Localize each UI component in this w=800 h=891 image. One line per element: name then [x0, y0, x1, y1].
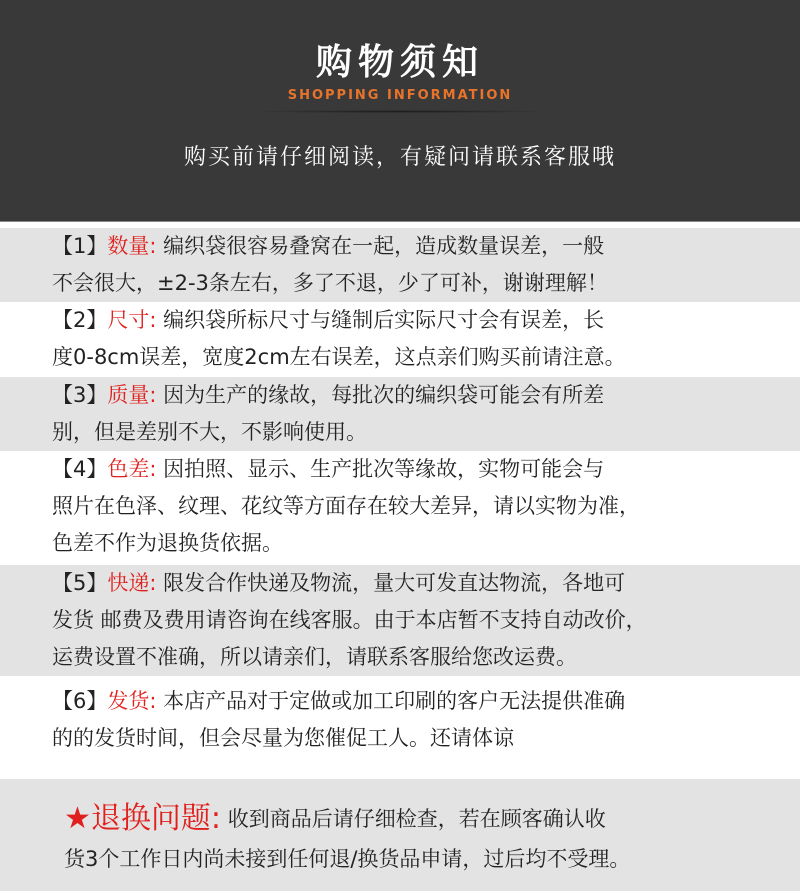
item-6-number: 【6】 — [52, 689, 108, 713]
item-2-row-2 — [0, 339, 800, 376]
item-1-row-1 — [0, 228, 800, 265]
return-policy-box — [0, 779, 800, 891]
page-title: 购物须知 — [315, 42, 484, 83]
item-4-label: 色差: — [107, 457, 157, 481]
read-notice: 购买前请仔细阅读，有疑问请联系客服哦 — [183, 145, 616, 170]
item-6-label: 发货: — [107, 689, 157, 713]
item-5-number: 【5】 — [52, 571, 108, 595]
item-6-row-1 — [0, 683, 800, 720]
item-3-row-2 — [0, 414, 800, 451]
item-2-label: 尺寸: — [107, 308, 157, 332]
item-1-row-2 — [0, 265, 800, 302]
item-2-row-1 — [0, 302, 800, 339]
item-3-label: 质量: — [107, 383, 157, 407]
subtitle-shadow — [250, 110, 550, 113]
item-4-number: 【4】 — [52, 457, 108, 481]
item-1-text-1: 编织袋很容易叠窝在一起，造成数量误差，一般 — [163, 234, 605, 258]
item-3-text-2: 别，但是差别不大，不影响使用。 — [52, 420, 367, 444]
item-4-text-3: 色差不作为退换货依据。 — [52, 531, 283, 555]
item-1-label: 数量: — [107, 234, 157, 258]
star-icon: ★ — [64, 801, 91, 836]
return-policy-text-1: 收到商品后请仔细检查，若在顾客确认收 — [227, 807, 606, 831]
item-5-row-1 — [0, 565, 800, 602]
item-5-label: 快递: — [107, 571, 157, 595]
item-3-number: 【3】 — [52, 383, 108, 407]
item-5-text-2: 发货 邮费及费用请咨询在线客服。由于本店暂不支持自动改价， — [52, 608, 647, 632]
item-4-row-2 — [0, 488, 800, 525]
item-4-row-3 — [0, 525, 800, 562]
item-3-text-1: 因为生产的缘故，每批次的编织袋可能会有所差 — [163, 383, 605, 407]
return-policy-label: 退换问题: — [90, 801, 222, 836]
item-6-text-1: 本店产品对于定做或加工印刷的客户无法提供准确 — [163, 689, 626, 713]
item-1-text-2: 不会很大，±2-3条左右，多了不退，少了可补，谢谢理解！ — [52, 271, 608, 295]
item-5-text-1: 限发合作快递及物流，量大可发直达物流，各地可 — [163, 571, 626, 595]
item-5-row-2 — [0, 602, 800, 639]
return-policy-text-2: 货3个工作日内尚未接到任何退/换货品申请，过后均不受理。 — [64, 847, 631, 871]
item-5-text-3: 运费设置不准确，所以请亲们，请联系客服给您改运费。 — [52, 645, 577, 669]
item-3-row-1 — [0, 377, 800, 414]
item-6-text-2: 的的发货时间，但会尽量为您催促工人。还请体谅 — [52, 726, 514, 750]
page-subtitle: SHOPPING INFORMATION — [287, 88, 513, 103]
item-4-row-1 — [0, 451, 800, 488]
item-5-row-3 — [0, 639, 800, 676]
item-2-text-2: 度0-8cm误差，宽度2cm左右误差，这点亲们购买前请注意。 — [52, 345, 626, 369]
item-1-number: 【1】 — [52, 234, 108, 258]
item-6-row-2 — [0, 720, 800, 757]
item-2-number: 【2】 — [52, 308, 108, 332]
item-4-text-2: 照片在色泽、纹理、花纹等方面存在较大差异，请以实物为准， — [52, 494, 640, 518]
item-2-text-1: 编织袋所标尺寸与缝制后实际尺寸会有误差，长 — [163, 308, 605, 332]
item-4-text-1: 因拍照、显示、生产批次等缘故，实物可能会与 — [163, 457, 605, 481]
header-banner — [0, 0, 800, 222]
